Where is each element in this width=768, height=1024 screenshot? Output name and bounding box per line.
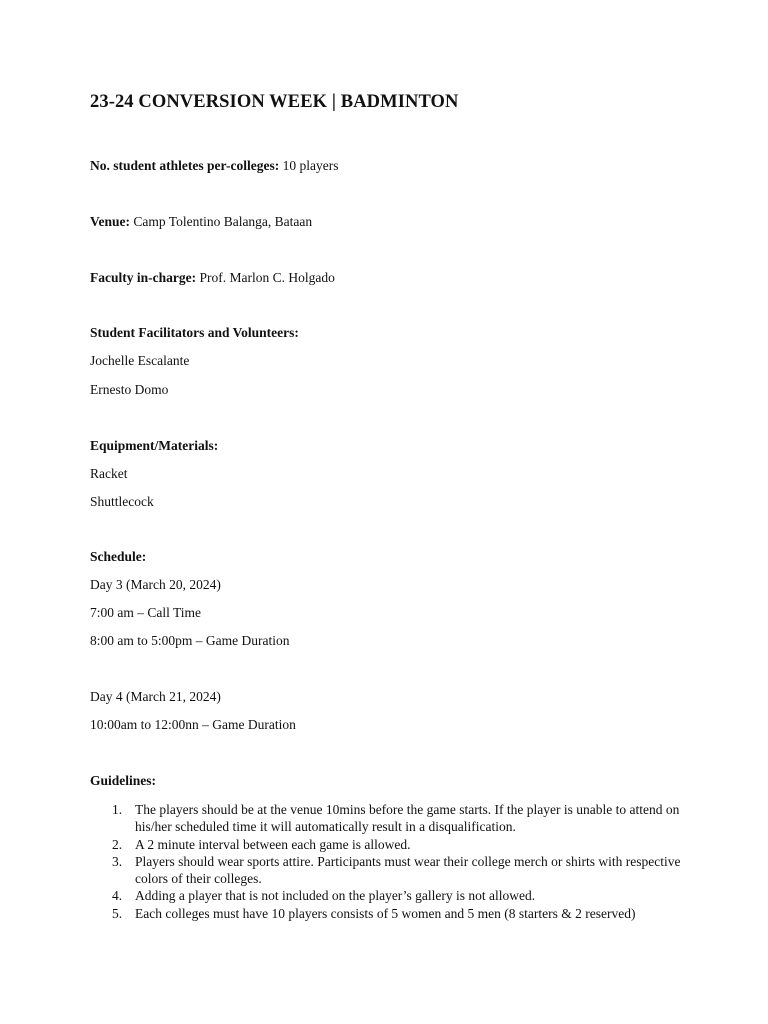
guideline-item [90,905,690,922]
guideline-text: Adding a player that is not included on the player’s gallery is not allowed. [135,888,536,904]
venue-line [90,213,312,231]
guidelines-heading: Guidelines: [90,773,157,788]
schedule-day3-date: Day 3 (March 20, 2024) [90,577,221,592]
guideline-text: Players should wear sports attire. Participants must wear their college merch or shirts with respective colors of their colleges. [135,853,681,887]
guideline-number: 4. [112,888,123,904]
venue-label: Venue: [90,214,131,229]
schedule-day4-date: Day 4 (March 21, 2024) [90,689,221,704]
guideline-text: The players should be at the venue 10mins before the game starts. If the player is unable to attend on his/her scheduled time it will automatically result in a disqualification. [135,802,680,835]
equipment-item: Shuttlecock [90,494,154,509]
athletes-line [90,157,338,175]
faculty-label: Faculty in-charge: [90,270,197,285]
athletes-value: 10 players [282,158,339,173]
guideline-number: 2. [112,836,123,852]
schedule-heading: Schedule: [90,549,147,564]
faculty-value: Prof. Marlon C. Holgado [199,270,335,285]
guideline-item [90,853,690,888]
guideline-item [90,801,690,836]
schedule-day4-game: 10:00am to 12:00nn – Game Duration [90,717,296,732]
equipment-item: Racket [90,466,128,481]
venue-value: Camp Tolentino Balanga, Bataan [133,214,313,229]
schedule-day3-call: 7:00 am – Call Time [90,605,202,620]
guideline-number: 5. [112,905,123,921]
facilitators-heading: Student Facilitators and Volunteers: [90,325,299,340]
guideline-number: 1. [112,802,123,817]
guideline-number: 3. [112,853,123,869]
guideline-text: Each colleges must have 10 players consists of 5 women and 5 men (8 starters & 2 reserved) [135,905,636,921]
guideline-item [90,836,690,853]
schedule-day3-game: 8:00 am to 5:00pm – Game Duration [90,633,290,648]
guideline-text: A 2 minute interval between each game is allowed. [135,836,411,852]
facilitator-name: Ernesto Domo [90,382,169,397]
guidelines-list [90,801,690,922]
guideline-item [90,887,690,904]
equipment-heading: Equipment/Materials: [90,438,219,453]
document-title: 23-24 CONVERSION WEEK | BADMINTON [90,92,459,112]
athletes-label: No. student athletes per-colleges: [90,158,280,173]
faculty-line [90,269,335,287]
facilitator-name: Jochelle Escalante [90,353,190,368]
